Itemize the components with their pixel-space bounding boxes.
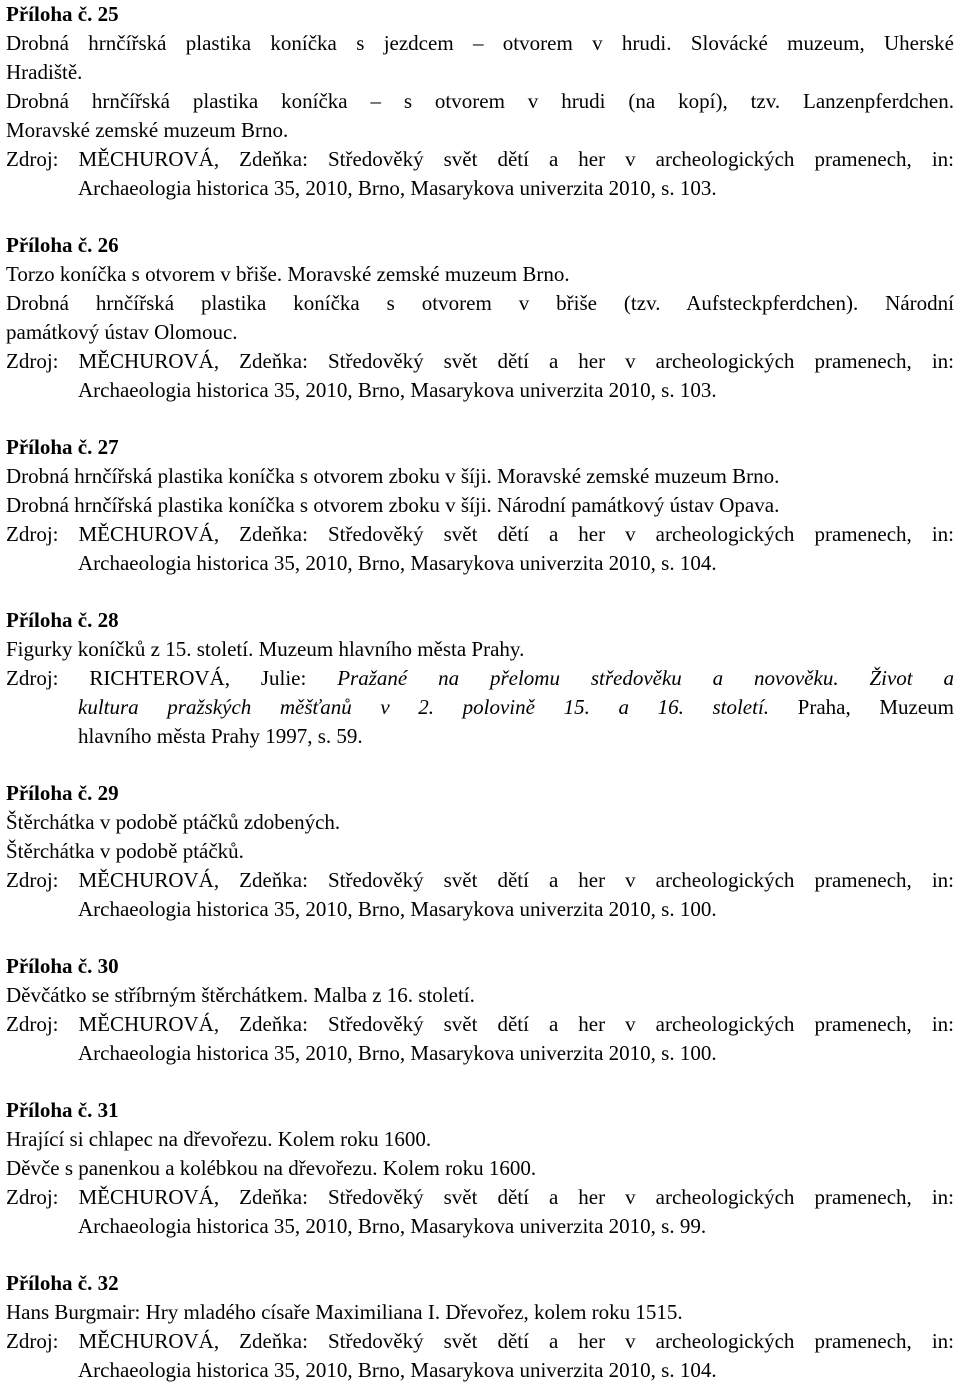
- appendix-text-line: Hans Burgmair: Hry mladého císaře Maximiliana I. Dřevořez, kolem roku 1515.: [6, 1300, 683, 1324]
- appendix-text-line: Moravské zemské muzeum Brno.: [6, 118, 289, 142]
- source-citation-cont: Archaeologia historica 35, 2010, Brno, Masarykova univerzita 2010, s. 104.: [78, 1358, 717, 1382]
- source-citation-cont: kultura pražských měšťanů v 2. polovině 15. a 16. století. Praha, Muzeum: [78, 695, 954, 719]
- source-citation-cont: Archaeologia historica 35, 2010, Brno, Masarykova univerzita 2010, s. 104.: [78, 551, 717, 575]
- appendix-text-line: Drobná hrnčířská plastika koníčka – s otvorem v hrudi (na kopí), tzv. Lanzenpferdchen.: [6, 89, 954, 113]
- appendix-text-line: Torzo koníčka s otvorem v břiše. Moravské zemské muzeum Brno.: [6, 262, 570, 286]
- appendix-text-line: Drobná hrnčířská plastika koníčka s otvorem zboku v šíji. Národní památkový ústav Opava.: [6, 493, 780, 517]
- appendix-heading: Příloha č. 26: [6, 233, 119, 257]
- appendix-heading: Příloha č. 25: [6, 2, 119, 26]
- appendix-text-line: Drobná hrnčířská plastika koníčka s otvorem zboku v šíji. Moravské zemské muzeum Brno.: [6, 464, 780, 488]
- source-citation-cont: Archaeologia historica 35, 2010, Brno, Masarykova univerzita 2010, s. 99.: [78, 1214, 707, 1238]
- source-citation: Zdroj: MĚCHUROVÁ, Zdeňka: Středověký svět dětí a her v archeologických pramenech, in:: [6, 868, 954, 892]
- appendix-30: [6, 952, 954, 1068]
- appendix-heading: Příloha č. 30: [6, 954, 119, 978]
- source-citation-cont: Archaeologia historica 35, 2010, Brno, Masarykova univerzita 2010, s. 103.: [78, 176, 717, 200]
- appendix-text-line: památkový ústav Olomouc.: [6, 320, 238, 344]
- source-citation: Zdroj: MĚCHUROVÁ, Zdeňka: Středověký svět dětí a her v archeologických pramenech, in:: [6, 1185, 954, 1209]
- appendix-text-line: Figurky koníčků z 15. století. Muzeum hlavního města Prahy.: [6, 637, 525, 661]
- appendix-text-line: Drobná hrnčířská plastika koníčka s otvorem v břiše (tzv. Aufsteckpferdchen). Národní: [6, 291, 954, 315]
- appendix-32: [6, 1269, 954, 1385]
- appendix-heading: Příloha č. 32: [6, 1271, 119, 1295]
- appendix-heading: Příloha č. 27: [6, 435, 119, 459]
- appendix-heading: Příloha č. 29: [6, 781, 119, 805]
- appendix-26: [6, 231, 954, 405]
- source-citation-cont: Archaeologia historica 35, 2010, Brno, Masarykova univerzita 2010, s. 100.: [78, 1041, 717, 1065]
- appendix-text-line: Drobná hrnčířská plastika koníčka s jezdcem – otvorem v hrudi. Slovácké muzeum, Uherské: [6, 31, 954, 55]
- appendix-25: [6, 0, 954, 203]
- appendix-text-line: Děvče s panenkou a kolébkou na dřevořezu. Kolem roku 1600.: [6, 1156, 537, 1180]
- source-citation: Zdroj: MĚCHUROVÁ, Zdeňka: Středověký svět dětí a her v archeologických pramenech, in:: [6, 522, 954, 546]
- appendix-text-line: Hradiště.: [6, 60, 83, 84]
- appendix-text-line: Hrající si chlapec na dřevořezu. Kolem roku 1600.: [6, 1127, 432, 1151]
- source-citation: Zdroj: MĚCHUROVÁ, Zdeňka: Středověký svět dětí a her v archeologických pramenech, in:: [6, 147, 954, 171]
- source-citation-cont: Archaeologia historica 35, 2010, Brno, Masarykova univerzita 2010, s. 100.: [78, 897, 717, 921]
- appendix-text-line: Děvčátko se stříbrným štěrchátkem. Malba z 16. století.: [6, 983, 475, 1007]
- appendix-31: [6, 1096, 954, 1241]
- appendix-heading: Příloha č. 28: [6, 608, 119, 632]
- appendix-28: [6, 606, 954, 751]
- source-citation-cont: hlavního města Prahy 1997, s. 59.: [78, 724, 363, 748]
- source-citation: Zdroj: RICHTEROVÁ, Julie: Pražané na přelomu středověku a novověku. Život a: [6, 666, 954, 690]
- source-citation-cont: Archaeologia historica 35, 2010, Brno, Masarykova univerzita 2010, s. 103.: [78, 378, 717, 402]
- appendix-text-line: Štěrchátka v podobě ptáčků.: [6, 839, 244, 863]
- appendix-29: [6, 779, 954, 924]
- source-citation: Zdroj: MĚCHUROVÁ, Zdeňka: Středověký svět dětí a her v archeologických pramenech, in:: [6, 349, 954, 373]
- source-citation: Zdroj: MĚCHUROVÁ, Zdeňka: Středověký svět dětí a her v archeologických pramenech, in:: [6, 1012, 954, 1036]
- appendix-heading: Příloha č. 31: [6, 1098, 119, 1122]
- source-citation: Zdroj: MĚCHUROVÁ, Zdeňka: Středověký svět dětí a her v archeologických pramenech, in:: [6, 1329, 954, 1353]
- appendix-text-line: Štěrchátka v podobě ptáčků zdobených.: [6, 810, 341, 834]
- appendix-27: [6, 433, 954, 578]
